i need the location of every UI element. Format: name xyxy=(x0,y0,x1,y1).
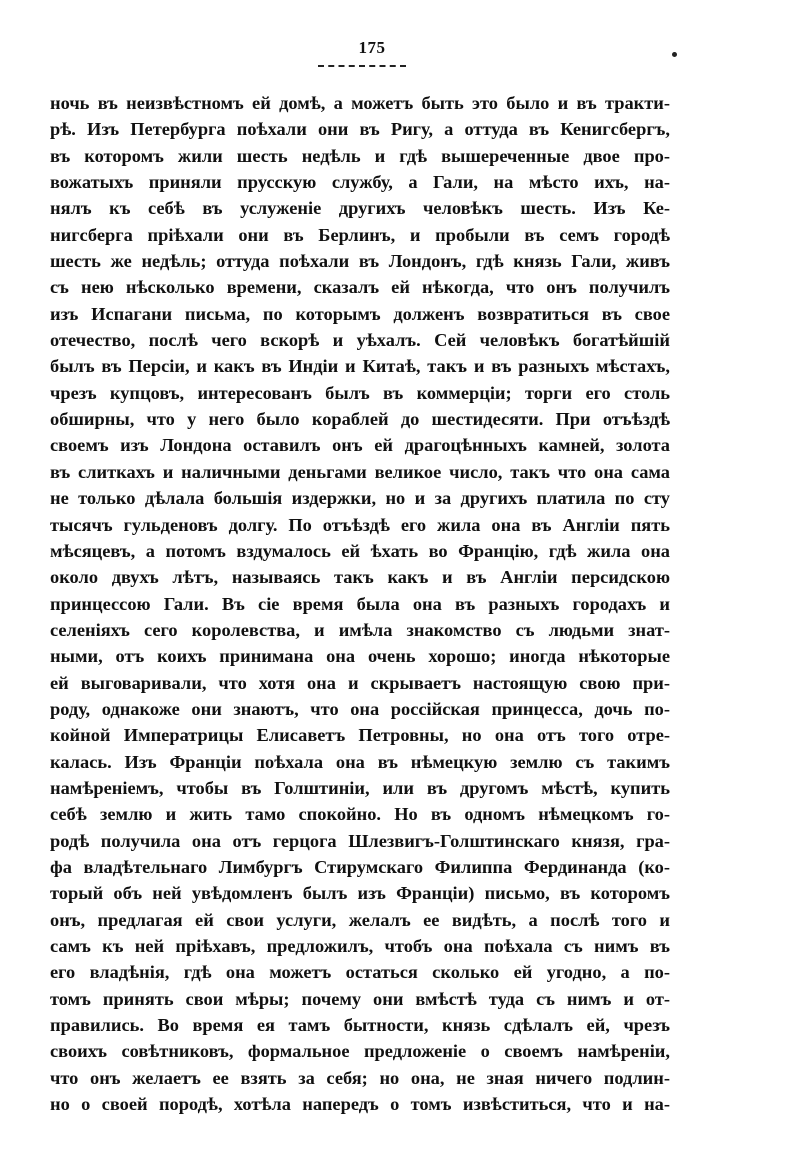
page-number: 175 xyxy=(358,38,386,57)
text-line: своихъ совѣтниковъ, формальное предложеніе о своемъ намѣреніи, xyxy=(50,1041,670,1062)
text-line: ей выговаривали, что хотя она и скрываетъ настоящую свою при- xyxy=(50,672,670,693)
text-line: принцессою Гали. Въ сіе время была она въ разныхъ городахъ и xyxy=(50,593,670,614)
text-line: обширны, что у него было кораблей до шестидесяти. При отъѣздѣ xyxy=(50,409,670,430)
text-line: чрезъ купцовъ, интересованъ былъ въ коммерціи; торги его столь xyxy=(50,382,670,403)
text-line: его владѣнія, гдѣ она можетъ остаться сколько ей угодно, а по- xyxy=(50,962,670,983)
text-line: намѣреніемъ, чтобы въ Голштиніи, или въ другомъ мѣстѣ, купить xyxy=(50,777,670,798)
text-line: правились. Во время ея тамъ бытности, князь сдѣлалъ ей, чрезъ xyxy=(50,1015,670,1036)
text-line: тысячъ гульденовъ долгу. По отъѣздѣ его жила она въ Англіи пять xyxy=(50,514,670,535)
text-line: койной Императрицы Елисаветъ Петровны, но она отъ того отре- xyxy=(50,725,670,746)
text-line: рѣ. Изъ Петербурга поѣхали они въ Ригу, а оттуда въ Кенигсбергъ, xyxy=(50,119,670,140)
text-line: калась. Изъ Франціи поѣхала она въ нѣмецкую землю съ такимъ xyxy=(50,751,670,772)
text-line: отечество, послѣ чего вскорѣ и уѣхалъ. Сей человѣкъ богатѣйшій xyxy=(50,330,670,351)
ink-speck xyxy=(672,52,677,57)
text-line: нялъ къ себѣ въ услуженіе другихъ человѣкъ шесть. Изъ Ке- xyxy=(50,198,670,219)
page-header xyxy=(0,38,792,78)
text-line: въ которомъ жили шесть недѣль и гдѣ вышереченные двое про- xyxy=(50,145,670,166)
text-line: не только дѣлала большія издержки, но и за другихъ платила по сту xyxy=(50,488,670,509)
text-line: около двухъ лѣтъ, называясь такъ какъ и въ Англіи персидскою xyxy=(50,567,670,588)
text-line: шесть же недѣль; оттуда поѣхали въ Лондонъ, гдѣ князь Гали, живъ xyxy=(50,251,670,272)
text-line: изъ Испагани письма, по которымъ долженъ возвратиться въ свое xyxy=(50,303,670,324)
text-line: былъ въ Персіи, и какъ въ Индіи и Китаѣ, такъ и въ разныхъ мѣстахъ, xyxy=(50,356,670,377)
text-line: мѣсяцевъ, а потомъ вздумалось ей ѣхать во Францію, гдѣ жила она xyxy=(50,540,670,561)
text-line: но о своей породѣ, хотѣла напередъ о томъ извѣститься, что и на- xyxy=(50,1094,670,1115)
text-line: томъ принять свои мѣры; почему они вмѣстѣ туда съ нимъ и от- xyxy=(50,988,670,1009)
text-line: самъ къ ней пріѣхавъ, предложилъ, чтобъ она поѣхала съ нимъ въ xyxy=(50,936,670,956)
text-line: съ нею нѣсколько времени, сказалъ ей нѣкогда, что онъ получилъ xyxy=(50,277,670,298)
text-line: торый объ ней увѣдомленъ былъ изъ Франціи) письмо, въ которомъ xyxy=(50,883,670,904)
text-line: ночь въ неизвѣстномъ ей домѣ, а можетъ быть это было и въ тракти- xyxy=(50,93,670,113)
text-line: что онъ желаетъ ее взять за себя; но она, не зная ничего подлин- xyxy=(50,1067,670,1088)
text-line: онъ, предлагая ей свои услуги, желалъ ее видѣть, а послѣ того и xyxy=(50,909,670,930)
body-text xyxy=(50,90,670,1117)
text-line: роду, однакоже они знаютъ, что она россійская принцесса, дочь по- xyxy=(50,698,670,719)
text-line: родѣ получила она отъ герцога Шлезвигъ-Голштинскаго князя, гра- xyxy=(50,830,670,851)
header-rule xyxy=(318,65,406,67)
text-line: фа владѣтельнаго Лимбургъ Стирумскаго Филиппа Фердинанда (ко- xyxy=(50,856,670,877)
text-line: ными, отъ коихъ принимана она очень хорошо; иногда нѣкоторые xyxy=(50,646,670,667)
text-line: нигсберга пріѣхали они въ Берлинъ, и пробыли въ семъ городѣ xyxy=(50,224,670,245)
text-line: себѣ землю и жить тамо спокойно. Но въ одномъ нѣмецкомъ го- xyxy=(50,804,670,825)
text-line: селеніяхъ сего королевства, и имѣла знакомство съ людьми знат- xyxy=(50,619,670,640)
text-line: своемъ изъ Лондона оставилъ онъ ей драгоцѣнныхъ камней, золота xyxy=(50,435,670,456)
text-line: вожатыхъ приняли прусскую службу, а Гали, на мѣсто ихъ, на- xyxy=(50,172,670,193)
text-line: въ слиткахъ и наличными деньгами великое число, такъ что она сама xyxy=(50,461,670,482)
